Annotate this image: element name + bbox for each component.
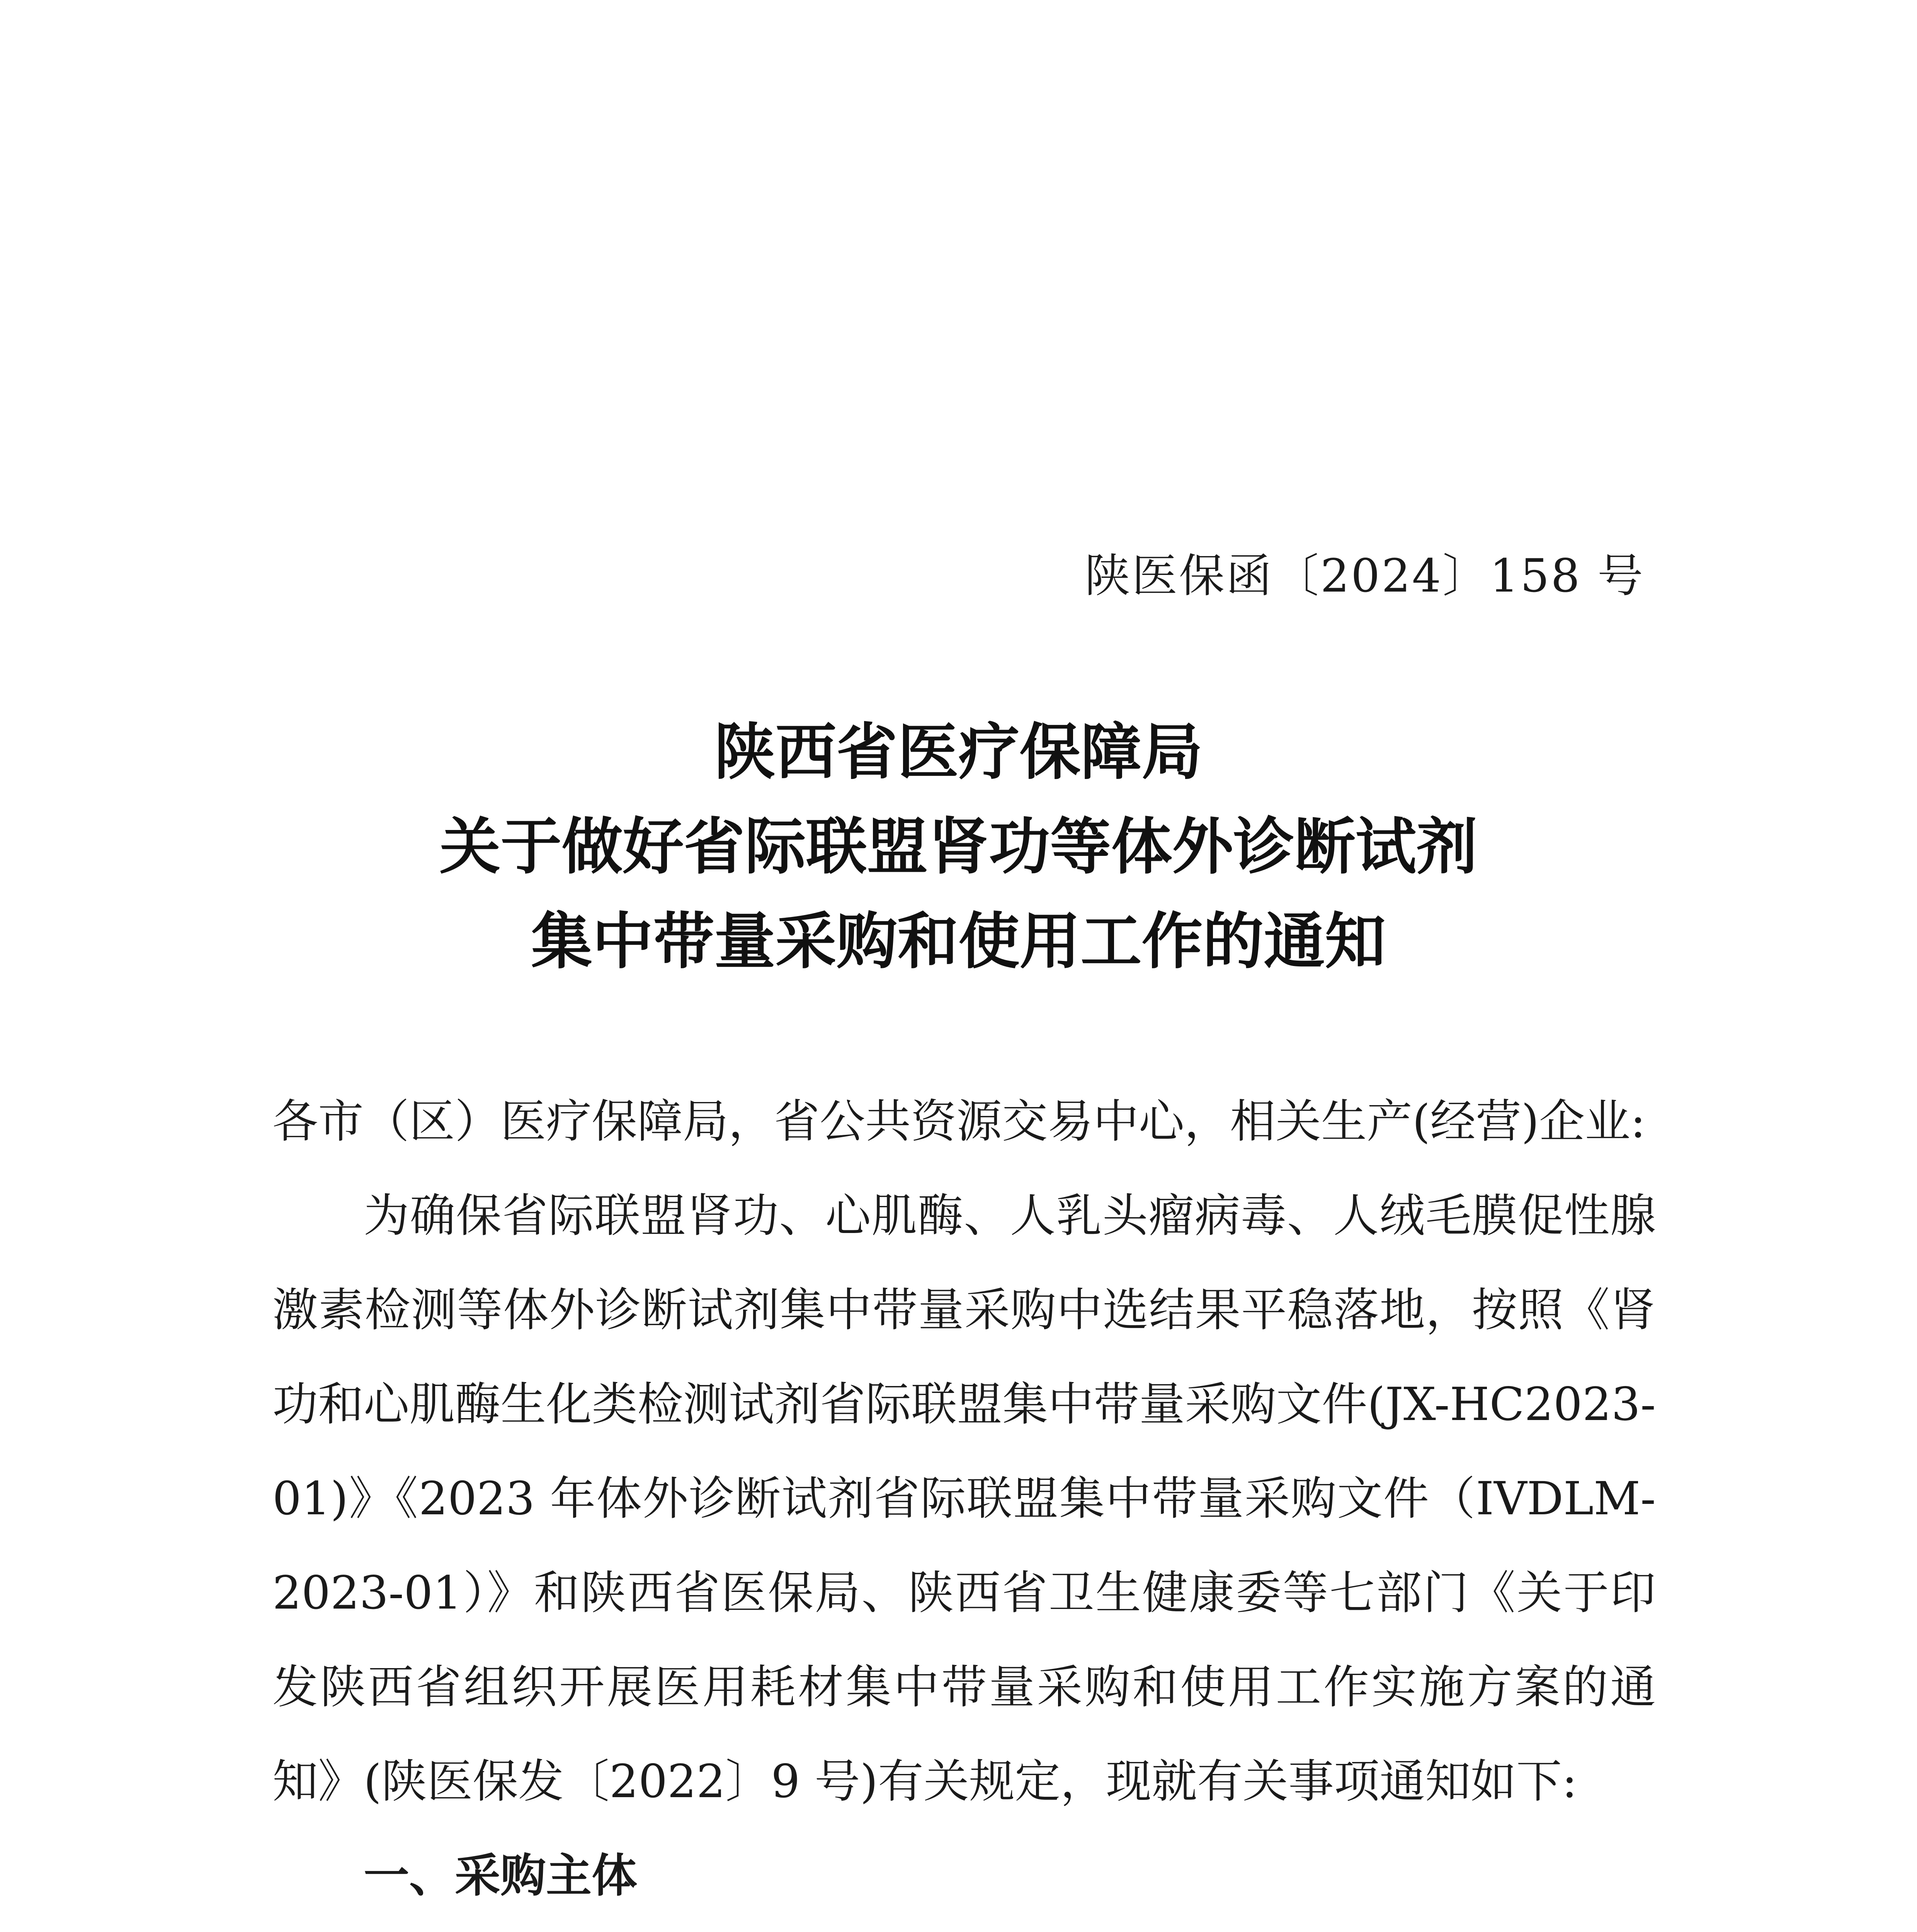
title-line-1: 陕西省医疗保障局: [714, 717, 1203, 788]
document-number: 陕医保函〔2024〕158 号: [1084, 549, 1645, 602]
section-heading-1: 一、采购主体: [364, 1849, 638, 1902]
document-body: [272, 1074, 1656, 1932]
document-title: [0, 705, 1917, 989]
title-line-3: 集中带量采购和使用工作的通知: [531, 906, 1386, 977]
title-line-2: 关于做好省际联盟肾功等体外诊断试剂: [439, 811, 1478, 883]
section-paragraph-1: [272, 1923, 1656, 1932]
salutation: 各市（区）医疗保障局，省公共资源交易中心，相关生产(经营)企业:: [272, 1095, 1646, 1148]
intro-paragraph: 为确保省际联盟肾功、心肌酶、人乳头瘤病毒、人绒毛膜促性腺激素检测等体外诊断试剂集中带量采购中选结果平稳落地，按照《肾功和心肌酶生化类检测试剂省际联盟集中带量采购文件(JX-HC2023-01)》《2023 年体外诊断试剂省际联盟集中带量采购文件（IVDLM-2023-01）》和陕西省医保局、陕西省卫生健康委等七部门《关于印发陕西省组织开展医用耗材集中带量采购和使用工作实施方案的通知》(陕医保发〔2022〕9 号)有关规定，现就有关事项通知如下:: [272, 1189, 1656, 1808]
